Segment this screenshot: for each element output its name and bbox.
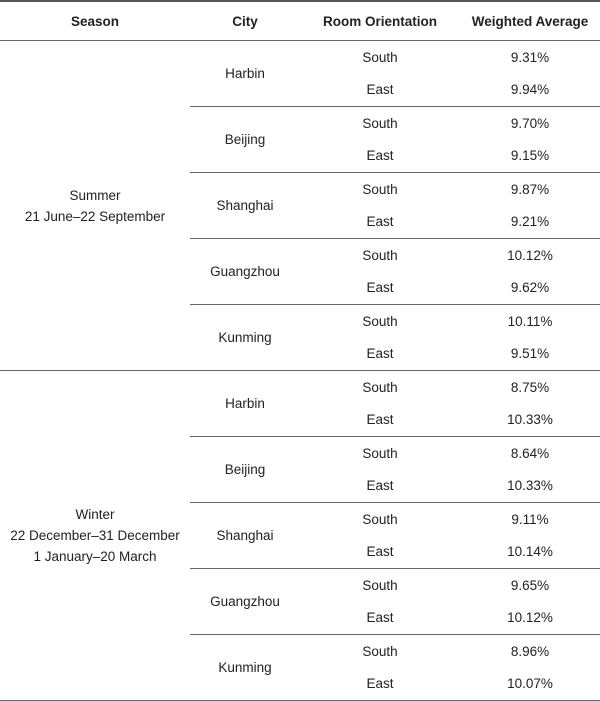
weighted-average-cell: 9.31%: [510, 49, 550, 65]
season-cell: [0, 41, 190, 371]
weighted-average-cell: 9.87%: [510, 181, 550, 197]
season-date-range: 1 January–20 March: [33, 549, 157, 564]
orientation-cell: South: [362, 181, 398, 197]
orientation-cell: South: [362, 643, 398, 659]
weighted-average-cell: 8.96%: [510, 643, 550, 659]
city-cell: Beijing: [190, 437, 300, 503]
weighted-average-cell: 8.64%: [510, 445, 550, 461]
header-row: [0, 1, 600, 41]
header-room-orientation: Room Orientation: [300, 1, 460, 41]
header-season: Season: [0, 1, 190, 41]
weighted-average-cell: 9.51%: [460, 338, 600, 371]
season-date-range: 22 December–31 December: [10, 528, 180, 543]
orientation-cell: East: [300, 470, 460, 503]
orientation-cell: East: [300, 140, 460, 173]
orientation-cell: South: [362, 313, 398, 329]
orientation-cell: East: [300, 272, 460, 305]
header-city: City: [190, 1, 300, 41]
weighted-average-cell: 10.07%: [460, 668, 600, 701]
orientation-cell: East: [300, 668, 460, 701]
table-row: [0, 371, 600, 404]
orientation-cell: East: [300, 602, 460, 635]
orientation-cell: South: [362, 445, 398, 461]
season-cell: [0, 371, 190, 701]
weighted-average-cell: 10.12%: [507, 247, 553, 263]
weighted-average-cell: 9.65%: [510, 577, 550, 593]
city-cell: Guangzhou: [190, 239, 300, 305]
table-row: [0, 41, 600, 74]
orientation-cell: East: [300, 206, 460, 239]
orientation-cell: South: [362, 379, 398, 395]
header-weighted-average: Weighted Average: [460, 1, 600, 41]
orientation-cell: South: [362, 49, 398, 65]
weighted-average-cell: 9.70%: [510, 115, 550, 131]
orientation-cell: South: [362, 511, 398, 527]
city-cell: Kunming: [190, 635, 300, 701]
weighted-average-cell: 10.12%: [460, 602, 600, 635]
city-cell: Guangzhou: [190, 569, 300, 635]
weighted-average-cell: 10.11%: [507, 313, 553, 329]
table-body: [0, 41, 600, 701]
orientation-cell: South: [362, 247, 398, 263]
weighted-average-cell: 9.15%: [460, 140, 600, 173]
city-cell: Harbin: [190, 41, 300, 107]
season-date-range: 21 June–22 September: [24, 208, 166, 224]
orientation-cell: East: [300, 536, 460, 569]
weighted-average-cell: 9.21%: [460, 206, 600, 239]
orientation-cell: South: [362, 577, 398, 593]
city-cell: Harbin: [190, 371, 300, 437]
weighted-average-cell: 9.94%: [460, 74, 600, 107]
orientation-cell: East: [300, 338, 460, 371]
weighted-average-cell: 9.62%: [460, 272, 600, 305]
weighted-average-cell: 10.14%: [460, 536, 600, 569]
season-name: Winter: [75, 507, 115, 522]
orientation-cell: South: [362, 115, 398, 131]
weighted-average-cell: 10.33%: [460, 404, 600, 437]
orientation-cell: East: [300, 74, 460, 107]
city-cell: Shanghai: [190, 503, 300, 569]
city-cell: Kunming: [190, 305, 300, 371]
weighted-average-cell: 10.33%: [460, 470, 600, 503]
orientation-cell: East: [300, 404, 460, 437]
season-name: Summer: [69, 187, 121, 203]
weighted-average-cell: 9.11%: [511, 511, 549, 527]
weighted-average-cell: 8.75%: [510, 379, 550, 395]
city-cell: Beijing: [190, 107, 300, 173]
city-cell: Shanghai: [190, 173, 300, 239]
